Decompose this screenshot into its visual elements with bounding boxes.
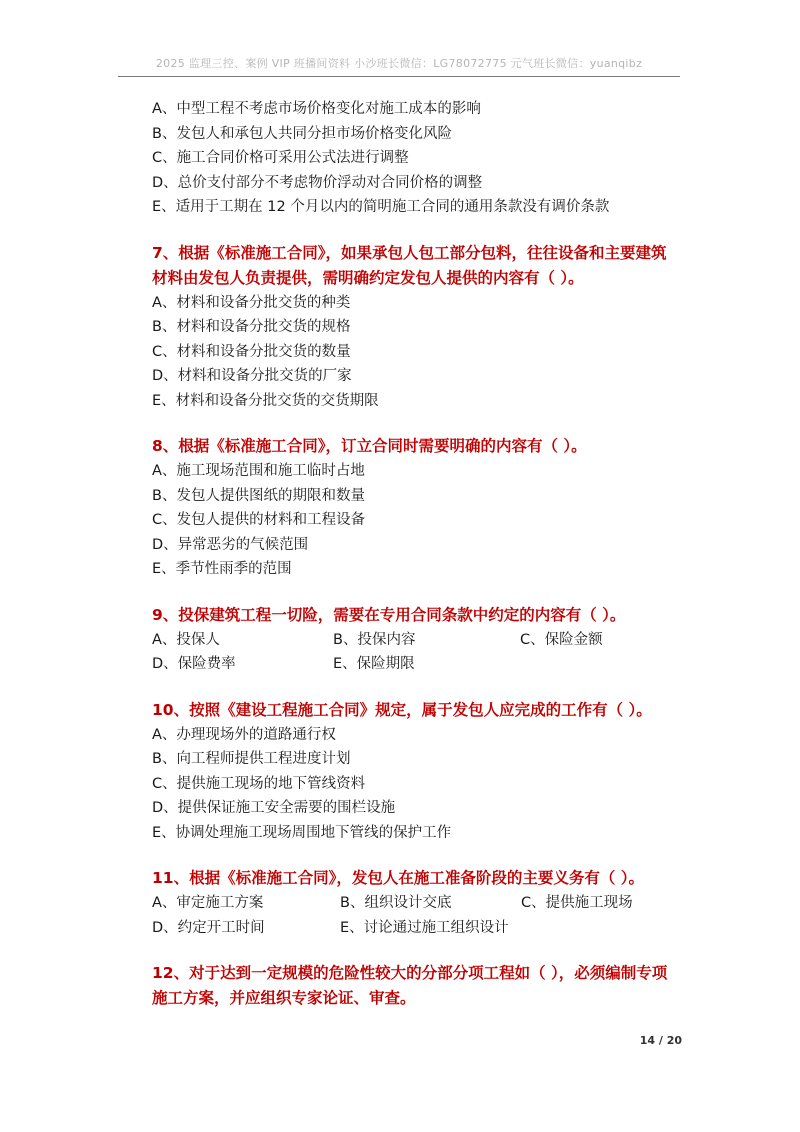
option-a: A、中型工程不考虑市场价格变化对施工成本的影响 <box>152 101 481 117</box>
page-number: 14 / 20 <box>639 1034 682 1047</box>
option-b: B、发包人和承包人共同分担市场价格变化风险 <box>152 125 452 142</box>
page-header: 2025 监理三控、案例 VIP 班播间资料 小沙班长微信：LG78072775 元气班长微信：yuanqibz <box>155 57 643 70</box>
question-10 <box>152 698 682 846</box>
option-b: B、向工程师提供工程进度计划 <box>152 751 351 767</box>
option-c: C、材料和设备分批交货的数量 <box>152 343 351 360</box>
question-title: 10、按照《建设工程施工合同》规定，属于发包人应完成的工作有（ ）。 <box>152 700 652 719</box>
question-title: 7、根据《标准施工合同》，如果承包人包工部分包料，往往设备和主要建筑材料由发包人负责提供，需明确约定发包人提供的内容有（ ）。 <box>152 243 667 287</box>
option-c: C、提供施工现场 <box>521 895 633 911</box>
header-divider <box>118 76 680 77</box>
option-c: C、保险金额 <box>520 631 603 648</box>
option-a: A、投保人 <box>152 631 220 648</box>
question-9 <box>152 603 682 677</box>
option-d: D、保险费率 <box>152 656 236 672</box>
option-e: E、材料和设备分批交货的交货期限 <box>152 392 379 409</box>
document-body <box>152 97 682 1011</box>
question-8 <box>152 434 682 582</box>
option-e: E、讨论通过施工组织设计 <box>340 919 509 936</box>
option-d: D、异常恶劣的气候范围 <box>152 536 309 553</box>
question-12 <box>152 961 682 1011</box>
option-d: D、总价支付部分不考虑物价浮动对合同价格的调整 <box>152 174 483 191</box>
option-e: E、协调处理施工现场周围地下管线的保护工作 <box>152 824 452 841</box>
option-d: D、约定开工时间 <box>152 919 265 936</box>
option-d: D、材料和设备分批交货的厂家 <box>152 368 352 384</box>
option-row <box>152 916 682 941</box>
question-7 <box>152 241 682 414</box>
option-a: A、审定施工方案 <box>152 895 264 911</box>
option-b: B、发包人提供图纸的期限和数量 <box>152 487 365 504</box>
option-row <box>152 652 682 677</box>
option-row <box>152 891 682 916</box>
option-a: A、办理现场外的道路通行权 <box>152 726 336 743</box>
option-c: C、发包人提供的材料和工程设备 <box>152 512 366 528</box>
question-title: 11、根据《标准施工合同》，发包人在施工准备阶段的主要义务有（ ）。 <box>152 869 644 887</box>
option-e: E、适用于工期在 12 个月以内的简明施工合同的通用条款没有调价条款 <box>152 199 610 215</box>
option-b: B、组织设计交底 <box>340 895 452 911</box>
question-title: 9、投保建筑工程一切险，需要在专用合同条款中约定的内容有（ ）。 <box>152 605 626 624</box>
question-6-options <box>152 97 682 220</box>
option-a: A、施工现场范围和施工临时占地 <box>152 463 365 479</box>
question-11 <box>152 866 682 940</box>
option-c: C、施工合同价格可采用公式法进行调整 <box>152 150 409 166</box>
option-d: D、提供保证施工安全需要的围栏设施 <box>152 800 396 816</box>
option-b: B、材料和设备分批交货的规格 <box>152 319 351 335</box>
question-title: 12、对于达到一定规模的危险性较大的分部分项工程如（ ），必须编制专项施工方案，并应组织专家论证、审查。 <box>152 964 668 1007</box>
option-b: B、投保内容 <box>333 631 416 648</box>
option-a: A、材料和设备分批交货的种类 <box>152 294 351 311</box>
option-c: C、提供施工现场的地下管线资料 <box>152 775 366 792</box>
question-title: 8、根据《标准施工合同》，订立合同时需要明确的内容有（ ）。 <box>152 437 587 455</box>
option-e: E、保险期限 <box>333 656 415 672</box>
option-e: E、季节性雨季的范围 <box>152 561 292 577</box>
option-row <box>152 628 682 653</box>
